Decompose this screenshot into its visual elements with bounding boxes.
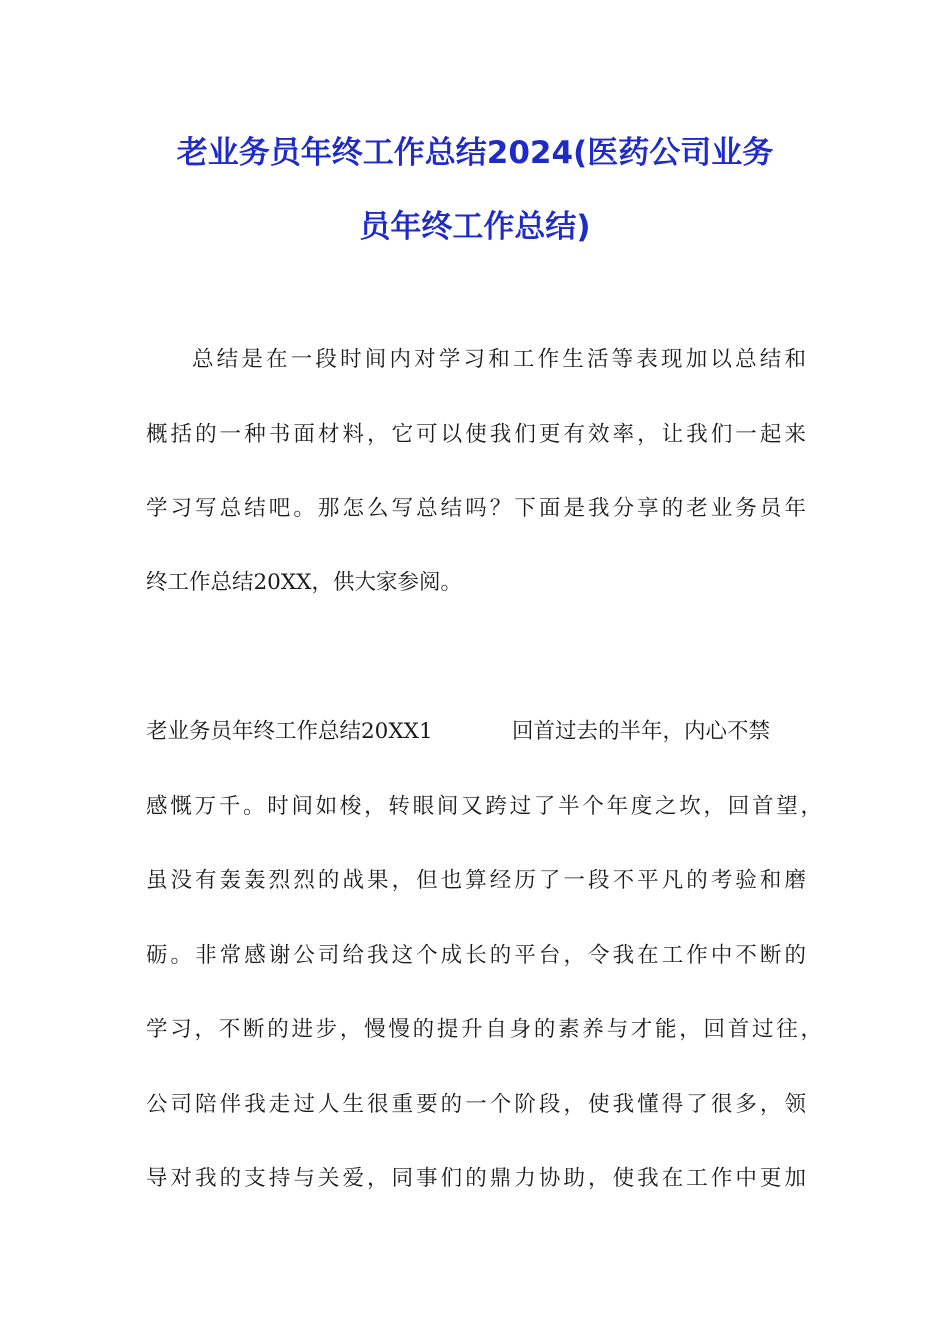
- section-first-line: [146, 717, 806, 747]
- section-line-6: 导对我的支持与关爱，同事们的鼎力协助，使我在工作中更加: [146, 1166, 806, 1191]
- section-line-2: 虽没有轰轰烈烈的战果，但也算经历了一段不平凡的考验和磨: [146, 868, 806, 893]
- intro-line-3: 学习写总结吧。那怎么写总结吗？下面是我分享的老业务员年: [146, 496, 806, 521]
- intro-line-2: 概括的一种书面材料，它可以使我们更有效率，让我们一起来: [146, 422, 806, 447]
- section-line-4: 学习，不断的进步，慢慢的提升自身的素养与才能，回首过往，: [146, 1017, 822, 1042]
- section-line-5: 公司陪伴我走过人生很重要的一个阶段，使我懂得了很多，领: [146, 1092, 806, 1117]
- document-title-line-2: 员年终工作总结): [359, 209, 591, 245]
- section-opening-text: 回首过去的半年，内心不禁: [512, 719, 771, 744]
- section-line-1: 感慨万千。时间如梭，转眼间又跨过了半个年度之坎，回首望，: [146, 794, 822, 819]
- section-line-3: 砺。非常感谢公司给我这个成长的平台，令我在工作中不断的: [146, 943, 806, 968]
- intro-line-1: 总结是在一段时间内对学习和工作生活等表现加以总结和: [192, 347, 806, 372]
- section-heading: 老业务员年终工作总结20XX1: [146, 719, 433, 744]
- document-title-line-1: 老业务员年终工作总结2024(医药公司业务: [176, 135, 774, 171]
- intro-line-4: 终工作总结20XX，供大家参阅。: [146, 570, 462, 595]
